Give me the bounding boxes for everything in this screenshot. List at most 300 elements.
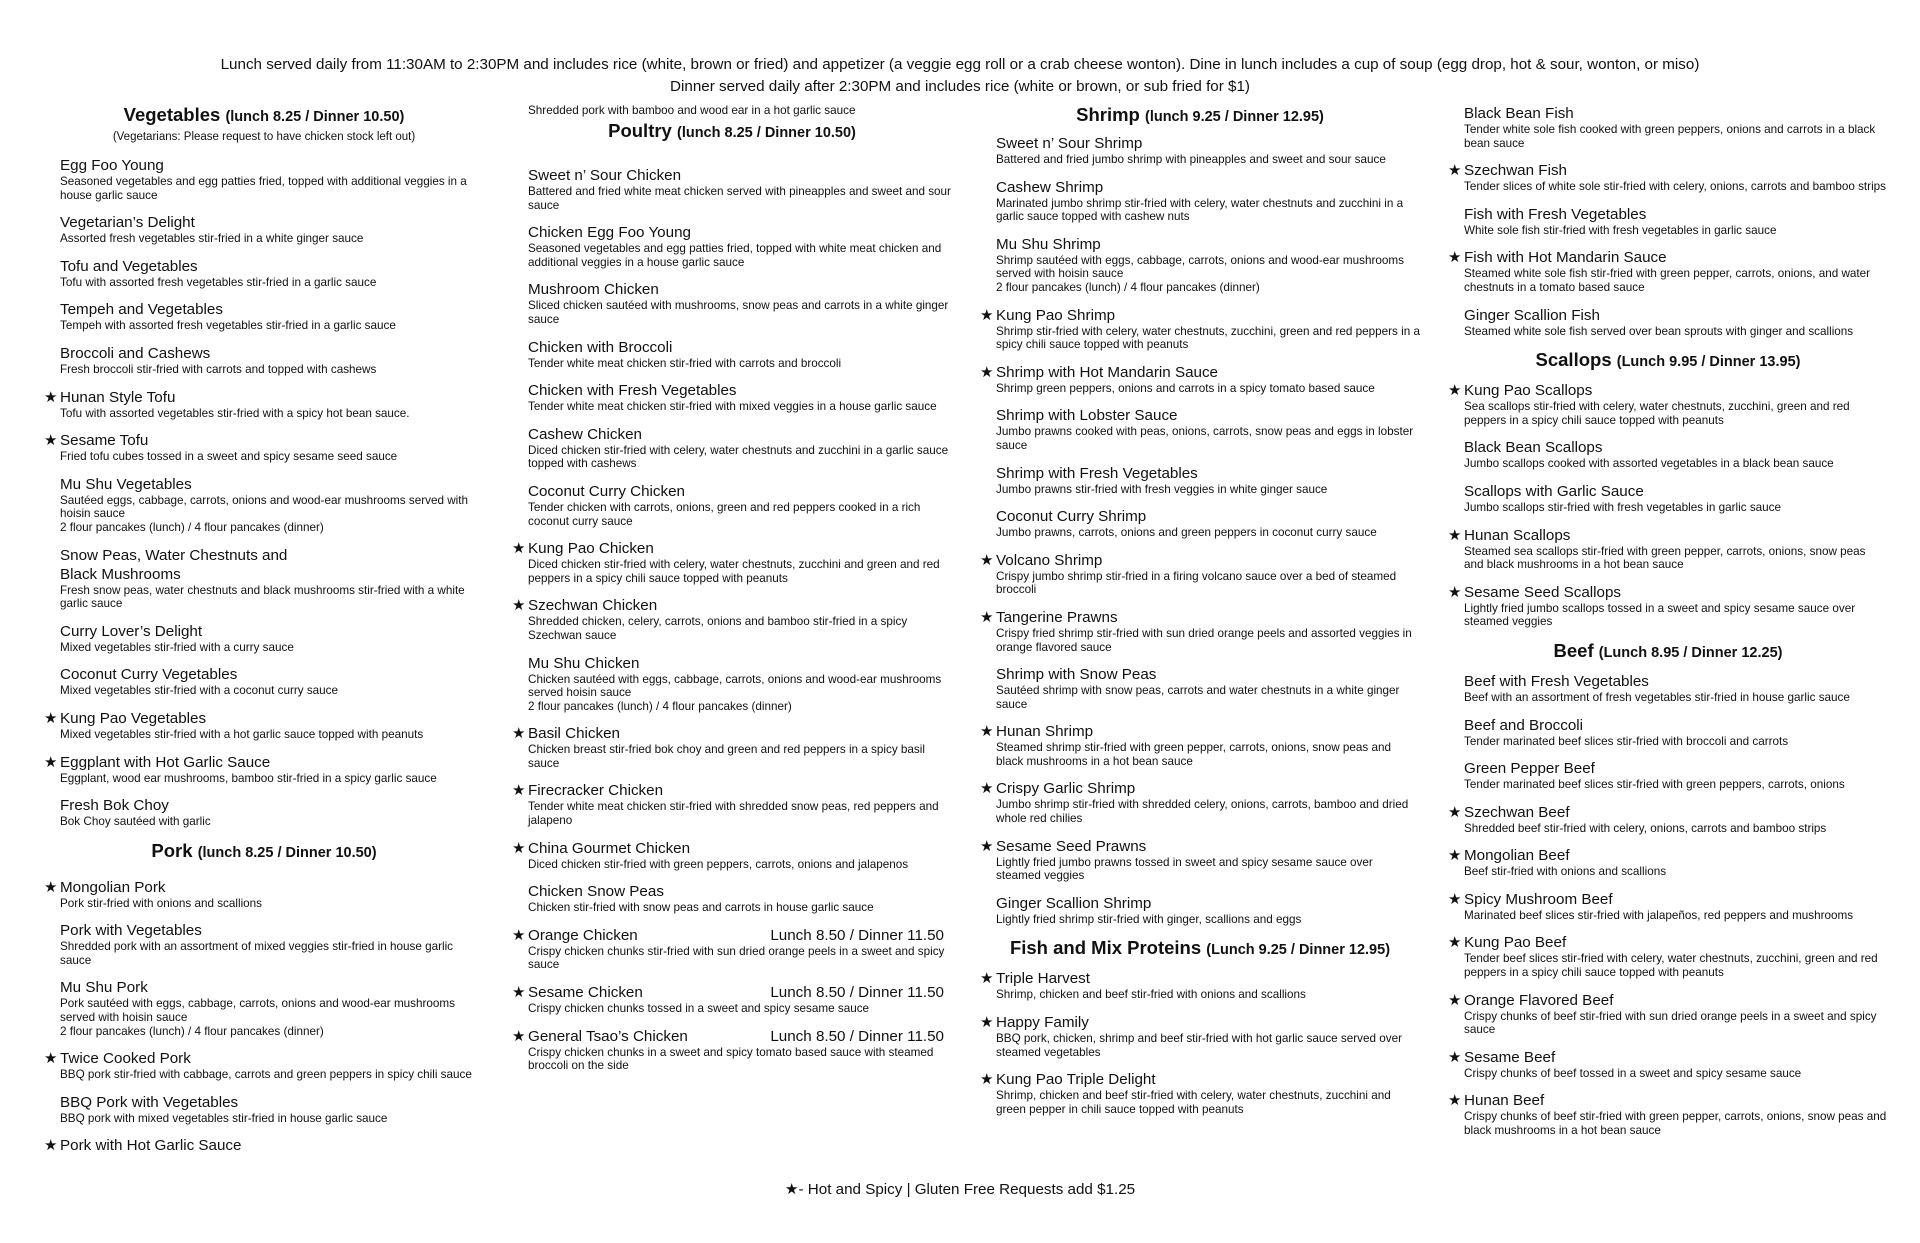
menu-item-description: Battered and fried jumbo shrimp with pineapples and sweet and sour sauce xyxy=(996,153,1386,166)
menu-item xyxy=(512,166,952,212)
menu-item xyxy=(980,665,1420,711)
menu-item xyxy=(980,363,1420,396)
menu-item-name: Mu Shu Shrimp xyxy=(996,235,1101,253)
menu-item xyxy=(980,178,1420,224)
column-1 xyxy=(44,100,484,1166)
menu-item-name: Crispy Garlic Shrimp xyxy=(996,780,1136,798)
menu-item-name: Fish with Hot Mandarin Sauce xyxy=(1464,249,1667,267)
menu-item xyxy=(512,839,952,872)
menu-item-description: Steamed sea scallops stir-fried with green pepper, carrots, onions, snow peas and black mushrooms in a hot bean sauce xyxy=(1464,544,1866,572)
menu-item-description: Crispy fried shrimp stir-fried with sun dried orange peels and assorted veggies in orange flavored sauce xyxy=(996,626,1412,654)
menu-item xyxy=(980,1070,1420,1116)
menu-item-row xyxy=(60,921,484,940)
menu-item-name: Scallops with Garlic Sauce xyxy=(1464,482,1644,500)
hot-spicy-star-icon: ★ xyxy=(1448,583,1462,601)
menu-item-description: BBQ pork, chicken, shrimp and beef stir-fried with hot garlic sauce served over steamed vegetables xyxy=(996,1032,1402,1059)
menu-item-row xyxy=(60,156,484,175)
menu-item-row xyxy=(996,1070,1420,1089)
menu-item-description: Crispy chunks of beef stir-fried with green pepper, carrots, onions, snow peas and black mushrooms in a hot bean sauce xyxy=(1464,1110,1887,1138)
menu-item-row xyxy=(1464,1048,1888,1067)
vegetarian-note: (Vegetarians: Please request to have chicken stock left out) xyxy=(112,131,416,143)
menu-item-name: Hunan Scallops xyxy=(1464,526,1571,544)
menu-footer xyxy=(0,1180,1920,1198)
menu-item-row xyxy=(528,338,952,357)
scallops-list xyxy=(1448,381,1888,629)
menu-item-name: Tempeh and Vegetables xyxy=(60,301,223,319)
menu-item xyxy=(44,796,484,829)
menu-item-description: Beef stir-fried with onions and scallions xyxy=(1464,865,1667,879)
menu-item-description: Fresh broccoli stir-fried with carrots and topped with cashews xyxy=(60,362,377,376)
menu-item-description: Bok Choy sautéed with garlic xyxy=(60,815,211,829)
menu-item-price: Lunch 8.50 / Dinner 11.50 xyxy=(770,1027,944,1045)
menu-item-row xyxy=(60,665,484,684)
menu-item-row xyxy=(528,1027,952,1046)
menu-item-name: Curry Lover’s Delight xyxy=(60,622,203,640)
menu-item-description: Crispy chicken chunks stir-fried with sun dried orange peels in a sweet and spicy sauce xyxy=(528,944,945,972)
hot-spicy-star-icon: ★ xyxy=(512,1027,526,1045)
menu-item xyxy=(1448,104,1888,150)
menu-item-description: Lightly fried jumbo scallops tossed in a sweet and spicy sesame sauce over steamed veggies xyxy=(1464,601,1856,629)
menu-item-name: Szechwan Beef xyxy=(1464,803,1570,821)
menu-item-name: Vegetarian’s Delight xyxy=(60,214,195,232)
menu-item-row xyxy=(528,724,952,743)
menu-item-row xyxy=(528,926,952,945)
menu-item-name: Sesame Seed Prawns xyxy=(996,837,1147,855)
menu-item-description: Shredded pork with an assortment of mixed veggies stir-fried in house garlic sauce xyxy=(60,940,454,967)
menu-item-row xyxy=(996,134,1420,153)
menu-item-row xyxy=(1464,438,1888,457)
menu-item-name: Pork with Vegetables xyxy=(60,922,202,940)
menu-item xyxy=(1448,438,1888,471)
vegetables-list xyxy=(44,156,484,829)
menu-item-row xyxy=(996,665,1420,684)
menu-item-name: Sesame Chicken xyxy=(528,984,643,1002)
menu-item xyxy=(980,235,1420,295)
menu-item-name: Spicy Mushroom Beef xyxy=(1464,890,1613,908)
menu-item-name: Mongolian Beef xyxy=(1464,847,1570,865)
menu-item-name: Kung Pao Scallops xyxy=(1464,382,1593,400)
menu-item-row xyxy=(1464,482,1888,501)
menu-item-row xyxy=(1464,1091,1888,1110)
menu-item-name: Beef with Fresh Vegetables xyxy=(1464,672,1649,690)
menu-item xyxy=(44,709,484,742)
menu-item-description: Tender marinated beef slices stir-fried with green peppers, carrots, onions xyxy=(1464,778,1845,792)
menu-item xyxy=(980,837,1420,883)
menu-item xyxy=(44,431,484,464)
menu-item-description: Lightly fried shrimp stir-fried with ginger, scallions and eggs xyxy=(996,912,1302,926)
menu-item-row xyxy=(1464,104,1888,123)
menu-item-description: Crispy chicken chunks in a sweet and spicy tomato based sauce with steamed broccoli on the side xyxy=(528,1045,934,1073)
menu-item-row xyxy=(996,235,1420,254)
menu-item-description: Seasoned vegetables and egg patties fried, topped with white meat chicken and additional veggies in a house garlic sauce xyxy=(528,242,942,269)
menu-item-description: Sliced chicken sautéed with mushrooms, snow peas and carrots in a white ginger sauce xyxy=(528,299,949,326)
fish-list xyxy=(1448,104,1888,338)
menu-item-description: Chicken breast stir-fried bok choy and green and red peppers in a spicy basil sauce xyxy=(528,743,925,770)
menu-item-name: Mu Shu Vegetables xyxy=(60,475,192,493)
menu-item xyxy=(512,223,952,269)
menu-item-row xyxy=(60,796,484,815)
menu-item-row xyxy=(996,1013,1420,1032)
menu-item-description: Crispy chunks of beef stir-fried with sun dried orange peels in a sweet and spicy sauce xyxy=(1464,1009,1877,1037)
menu-item-name: Tangerine Prawns xyxy=(996,608,1118,626)
hot-spicy-star-icon: ★ xyxy=(980,306,994,324)
hot-spicy-star-icon: ★ xyxy=(44,432,58,450)
menu-item-row xyxy=(528,882,952,901)
menu-item-description: Tofu with assorted vegetables stir-fried with a spicy hot bean sauce. xyxy=(60,406,410,420)
hot-spicy-star-icon: ★ xyxy=(980,1071,994,1089)
menu-item-row xyxy=(528,280,952,299)
menu-item xyxy=(1448,1048,1888,1081)
menu-item xyxy=(44,257,484,290)
menu-item-description: Jumbo prawns stir-fried with fresh veggies in white ginger sauce xyxy=(996,482,1328,496)
menu-item xyxy=(980,722,1420,768)
menu-item xyxy=(1448,846,1888,879)
menu-item-name: Broccoli and Cashews xyxy=(60,344,211,362)
menu-item-row xyxy=(60,388,484,407)
hot-spicy-star-icon: ★ xyxy=(1448,1048,1462,1066)
menu-item-description: Shrimp stir-fried with celery, water chestnuts, zucchini, green and red peppers in a spicy chili sauce topped with peanuts xyxy=(996,324,1420,352)
menu-item-description: Tender white meat chicken stir-fried with shredded snow peas, red peppers and jalapeno xyxy=(528,800,939,828)
menu-item-row xyxy=(60,709,484,728)
menu-item-row xyxy=(1464,161,1888,180)
menu-item-name: Shrimp with Hot Mandarin Sauce xyxy=(996,363,1219,381)
menu-item-row xyxy=(528,839,952,858)
hot-spicy-star-icon: ★ xyxy=(44,878,58,896)
menu-item-name: Coconut Curry Chicken xyxy=(528,482,685,500)
menu-item-name: Firecracker Chicken xyxy=(528,782,664,800)
menu-item-row xyxy=(528,539,952,558)
menu-item-name: Coconut Curry Shrimp xyxy=(996,508,1147,526)
menu-item-row xyxy=(1464,205,1888,224)
menu-item-row xyxy=(1464,248,1888,267)
menu-item-description: Mixed vegetables stir-fried with a coconut curry sauce xyxy=(60,684,339,698)
menu-item xyxy=(980,464,1420,497)
menu-item xyxy=(1448,716,1888,749)
menu-item-name: Green Pepper Beef xyxy=(1464,760,1595,778)
menu-item-row xyxy=(1464,381,1888,400)
hot-spicy-star-icon: ★ xyxy=(1448,1092,1462,1110)
section-title-shrimp: Shrimp (lunch 9.25 / Dinner 12.95) xyxy=(1076,104,1324,125)
menu-item-name: Szechwan Fish xyxy=(1464,162,1567,180)
menu-item-row xyxy=(996,722,1420,741)
menu-item-row xyxy=(528,983,952,1002)
menu-item-row xyxy=(996,608,1420,627)
menu-item xyxy=(980,134,1420,167)
menu-item-row xyxy=(528,166,952,185)
menu-item-description: Lightly fried jumbo prawns tossed in sweet and spicy sesame sauce over steamed veggies xyxy=(996,855,1373,883)
hot-spicy-star-icon: ★ xyxy=(980,970,994,988)
menu-item-description: Chicken sautéed with eggs, cabbage, carrots, onions and wood-ear mushrooms served hoisin sauce 2 flour pancakes (lunch) / 4 flour pancakes (dinner) xyxy=(528,672,942,713)
menu-item-row xyxy=(1464,306,1888,325)
menu-item-row xyxy=(60,1136,484,1155)
menu-item-description: Tender marinated beef slices stir-fried with broccoli and carrots xyxy=(1464,734,1789,748)
menu-item-row xyxy=(528,381,952,400)
menu-item xyxy=(1448,306,1888,339)
menu-item xyxy=(980,969,1420,1002)
menu-item-description: Sautéed shrimp with snow peas, carrots and water chestnuts in a white ginger sauce xyxy=(996,684,1400,711)
menu-item-name: Sweet n’ Sour Chicken xyxy=(528,167,682,184)
menu-item xyxy=(980,306,1420,352)
menu-item-description: Crispy chunks of beef tossed in a sweet and spicy sesame sauce xyxy=(1464,1066,1802,1080)
hot-spicy-star-icon: ★ xyxy=(512,597,526,615)
menu-item-description: Beef with an assortment of fresh vegetables stir-fried in house garlic sauce xyxy=(1464,690,1850,704)
section-title-vegetables: Vegetables (lunch 8.25 / Dinner 10.50) xyxy=(123,104,405,125)
menu-item-row xyxy=(1464,991,1888,1010)
menu-item-row xyxy=(60,213,484,232)
menu-item-name: Kung Pao Beef xyxy=(1464,934,1567,952)
menu-item xyxy=(512,724,952,770)
menu-item-description: Tempeh with assorted fresh vegetables stir-fried in a garlic sauce xyxy=(60,319,396,333)
section-title-beef: Beef (Lunch 8.95 / Dinner 12.25) xyxy=(1553,639,1783,661)
menu-item xyxy=(44,213,484,246)
menu-item xyxy=(44,1093,484,1126)
menu-item xyxy=(512,926,952,972)
menu-item xyxy=(1448,803,1888,836)
menu-item-name: Chicken Snow Peas xyxy=(528,883,664,901)
menu-item-name: Chicken with Fresh Vegetables xyxy=(528,382,737,400)
menu-item-description: Sautéed eggs, cabbage, carrots, onions and wood-ear mushrooms served with hoisin sauce 2 flour pancakes (lunch) / 4 flour pancakes (dinner) xyxy=(60,493,468,534)
menu-item-name: Black Bean Scallops xyxy=(1464,439,1603,457)
menu-item xyxy=(512,781,952,827)
menu-item-row xyxy=(996,178,1420,197)
menu-item-name: Beef and Broccoli xyxy=(1464,716,1584,734)
menu-item-row xyxy=(60,1049,484,1068)
menu-item xyxy=(44,388,484,421)
menu-item-description: Chicken stir-fried with snow peas and carrots in house garlic sauce xyxy=(528,901,874,915)
hot-spicy-star-icon: ★ xyxy=(44,753,58,771)
menu-item-description: Tofu with assorted fresh vegetables stir-fried in a garlic sauce xyxy=(60,275,377,289)
menu-item-name: Hunan Shrimp xyxy=(996,723,1094,741)
menu-item-row xyxy=(528,425,952,444)
menu-item-description: Shredded chicken, celery, carrots, onions and bamboo stir-fried in a spicy Szechwan sauce xyxy=(528,615,908,642)
menu-item xyxy=(44,1136,484,1155)
menu-item xyxy=(512,596,952,642)
menu-item-name: Sesame Beef xyxy=(1464,1048,1556,1066)
dinner-info: Dinner served daily after 2:30PM and includes rice (white or brown, or sub fried for $1) xyxy=(670,78,1250,95)
menu-item-description: Shredded beef stir-fried with celery, onions, carrots and bamboo strips xyxy=(1464,821,1827,835)
menu-item-description: Mixed vegetables stir-fried with a hot garlic sauce topped with peanuts xyxy=(60,727,424,741)
menu-item-description: Tender slices of white sole stir-fried with celery, onions, carrots and bamboo strips xyxy=(1464,180,1887,194)
menu-item-description: Shrimp, chicken and beef stir-fried with celery, water chestnuts, zucchini and green pepper in chili sauce topped with peanuts xyxy=(996,1089,1391,1116)
menu-item-description: Jumbo scallops cooked with assorted vegetables in a black bean sauce xyxy=(1464,457,1834,471)
menu-item xyxy=(980,507,1420,540)
menu-item-description: Tender white meat chicken stir-fried with mixed veggies in a house garlic sauce xyxy=(528,400,937,414)
menu-item-name: Hunan Beef xyxy=(1464,1092,1545,1110)
column-4 xyxy=(1448,104,1888,1149)
hot-spicy-star-icon: ★ xyxy=(1448,382,1462,400)
menu-item-description: Jumbo prawns, carrots, onions and green peppers in coconut curry sauce xyxy=(996,526,1377,540)
menu-item-name: Volcano Shrimp xyxy=(996,551,1103,569)
menu-item xyxy=(980,1013,1420,1059)
menu-item-description: Mixed vegetables stir-fried with a curry sauce xyxy=(60,640,294,654)
menu-item-name: Basil Chicken xyxy=(528,725,621,743)
section-title-pork: Pork (lunch 8.25 / Dinner 10.50) xyxy=(151,839,377,861)
poultry-list xyxy=(512,166,952,1073)
menu-item xyxy=(44,921,484,967)
menu-item xyxy=(1448,482,1888,515)
menu-item-row xyxy=(528,596,952,615)
menu-item-description: Seasoned vegetables and egg patties fried, topped with additional veggies in a house garlic sauce xyxy=(60,175,467,202)
menu-item-name: Happy Family xyxy=(996,1014,1089,1032)
menu-item-name: Kung Pao Shrimp xyxy=(996,306,1116,324)
menu-item-row xyxy=(60,431,484,450)
menu-item xyxy=(512,482,952,528)
pork-list xyxy=(44,878,484,1156)
menu-item-name: Egg Foo Young xyxy=(60,157,164,174)
hot-spicy-star-icon: ★ xyxy=(980,551,994,569)
menu-item-description: Pork stir-fried with onions and scallions xyxy=(60,896,263,910)
shrimp-list xyxy=(980,134,1420,926)
menu-item-row xyxy=(60,300,484,319)
menu-item xyxy=(1448,161,1888,194)
menu-item-name: Kung Pao Triple Delight xyxy=(996,1071,1156,1089)
menu-item-name: Mu Shu Chicken xyxy=(528,654,640,672)
menu-item xyxy=(512,1027,952,1073)
menu-item-description: BBQ pork stir-fried with cabbage, carrots and green peppers in spicy chili sauce xyxy=(60,1068,472,1082)
menu-item-row xyxy=(528,223,952,242)
menu-item-row xyxy=(996,363,1420,382)
menu-item xyxy=(44,878,484,911)
footer-legend: - Hot and Spicy | Gluten Free Requests add $1.25 xyxy=(798,1181,1136,1198)
hot-spicy-star-icon: ★ xyxy=(980,608,994,626)
menu-item-description: Battered and fried white meat chicken served with pineapples and sweet and sour sauce xyxy=(528,185,951,212)
menu-item-description: Marinated beef slices stir-fried with jalapeños, red peppers and mushrooms xyxy=(1464,908,1854,922)
hot-spicy-star-icon: ★ xyxy=(512,984,526,1002)
menu-item xyxy=(1448,890,1888,923)
menu-item-description: Assorted fresh vegetables stir-fried in a white ginger sauce xyxy=(60,232,364,246)
menu-item-name: Mu Shu Pork xyxy=(60,979,148,997)
menu-item-description: Crispy jumbo shrimp stir-fried in a firing volcano sauce over a bed of steamed broccoli xyxy=(996,569,1397,597)
menu-item-name: Shrimp with Snow Peas xyxy=(996,666,1157,684)
menu-item-name: Eggplant with Hot Garlic Sauce xyxy=(60,753,271,771)
menu-item-name: Sesame Seed Scallops xyxy=(1464,583,1622,601)
hot-spicy-star-icon: ★ xyxy=(1448,934,1462,952)
menu-item xyxy=(44,546,484,611)
hot-spicy-star-icon: ★ xyxy=(512,782,526,800)
menu-item xyxy=(980,894,1420,927)
menu-item-description: Shrimp, chicken and beef stir-fried with onions and scallions xyxy=(996,988,1306,1002)
hot-spicy-star-icon: ★ xyxy=(1448,847,1462,865)
hot-spicy-star-icon: ★ xyxy=(44,1050,58,1068)
menu-item-description: Jumbo scallops stir-fried with fresh vegetables in garlic sauce xyxy=(1464,500,1782,514)
menu-item-name: Chicken Egg Foo Young xyxy=(528,224,691,242)
menu-item-name: Coconut Curry Vegetables xyxy=(60,666,238,684)
menu-item-description: Fresh snow peas, water chestnuts and black mushrooms stir-fried with a white garlic sauce xyxy=(60,583,465,611)
menu-item xyxy=(1448,1091,1888,1137)
menu-item-row xyxy=(60,1093,484,1112)
menu-item-name: Mongolian Pork xyxy=(60,878,166,896)
menu-item xyxy=(512,338,952,371)
menu-item xyxy=(44,300,484,333)
hot-spicy-star-icon: ★ xyxy=(1448,803,1462,821)
menu-item-row xyxy=(60,257,484,276)
menu-item xyxy=(44,665,484,698)
menu-item-row xyxy=(996,551,1420,570)
menu-item-description: Fried tofu cubes tossed in a sweet and spicy sesame seed sauce xyxy=(60,450,398,464)
menu-item-name: Orange Chicken xyxy=(528,926,638,944)
menu-item-row xyxy=(1464,803,1888,822)
hot-spicy-star-icon: ★ xyxy=(512,540,526,558)
menu-item xyxy=(980,779,1420,825)
menu-item-row xyxy=(996,406,1420,425)
menu-item-name: Snow Peas, Water Chestnuts and Black Mushrooms xyxy=(60,546,288,583)
menu-item-row xyxy=(60,475,484,494)
menu-item xyxy=(512,425,952,471)
hot-spicy-star-icon: ★ xyxy=(44,709,58,727)
menu-item-name: Ginger Scallion Fish xyxy=(1464,306,1600,324)
menu-item xyxy=(1448,205,1888,238)
menu-item xyxy=(512,882,952,915)
menu-item-description: Diced chicken stir-fried with celery, water chestnuts, zucchini and green and red peppers in a spicy chili sauce topped with peanuts xyxy=(528,558,940,585)
section-title-fish-mix: Fish and Mix Proteins (Lunch 9.25 / Dinner 12.95) xyxy=(1009,937,1391,959)
hot-spicy-star-icon: ★ xyxy=(512,926,526,944)
menu-item-name: BBQ Pork with Vegetables xyxy=(60,1093,239,1111)
menu-item xyxy=(44,475,484,535)
lunch-info: Lunch served daily from 11:30AM to 2:30PM and includes rice (white, brown or fried) and appetizer (a veggie egg roll or a crab cheese wonton). Dine in lunch includes a cup of soup (egg drop, hot & sour, wonton, or miso) xyxy=(220,56,1700,73)
menu-item-row xyxy=(996,779,1420,798)
menu-item-row xyxy=(1464,759,1888,778)
menu-item-description: Eggplant, wood ear mushrooms, bamboo stir-fried in a spicy garlic sauce xyxy=(60,771,437,785)
menu-item xyxy=(44,344,484,377)
hot-spicy-star-icon: ★ xyxy=(980,723,994,741)
section-title-scallops: Scallops (Lunch 9.95 / Dinner 13.95) xyxy=(1535,349,1801,371)
menu-item-description: Steamed shrimp stir-fried with green pepper, carrots, onions, snow peas and black mushrooms in a hot bean sauce xyxy=(996,741,1391,768)
hot-spicy-star-icon: ★ xyxy=(1448,526,1462,544)
menu-item-description: Marinated jumbo shrimp stir-fried with celery, water chestnuts and zucchini in a garlic sauce topped with cashew nuts xyxy=(996,196,1404,224)
menu-item-description: Pork sautéed with eggs, cabbage, carrots, onions and wood-ear mushrooms served with hoisin sauce 2 flour pancakes (lunch) / 4 flour pancakes (dinner) xyxy=(60,997,455,1038)
menu-item-name: Cashew Chicken xyxy=(528,425,642,443)
menu-item xyxy=(44,1049,484,1082)
menu-item-price: Lunch 8.50 / Dinner 11.50 xyxy=(770,926,944,944)
menu-item-name: Kung Pao Vegetables xyxy=(60,709,207,727)
menu-item-row xyxy=(60,622,484,641)
menu-item-description: White sole fish stir-fried with fresh vegetables in garlic sauce xyxy=(1464,223,1777,237)
menu-item-name: Kung Pao Chicken xyxy=(528,540,654,558)
menu-item-name: Ginger Scallion Shrimp xyxy=(996,894,1152,912)
menu-item-description: Jumbo shrimp stir-fried with shredded celery, onions, carrots, bamboo and dried whole red chilies xyxy=(996,798,1409,826)
hot-spicy-star-icon: ★ xyxy=(1448,890,1462,908)
menu-item xyxy=(512,280,952,326)
menu-header xyxy=(0,54,1920,98)
menu-item-name: Pork with Hot Garlic Sauce xyxy=(60,1137,242,1155)
menu-item-name: China Gourmet Chicken xyxy=(528,839,691,857)
menu-item-row xyxy=(528,781,952,800)
hot-spicy-star-icon: ★ xyxy=(980,837,994,855)
menu-item-name: Cashew Shrimp xyxy=(996,178,1104,196)
menu-item-name: Shrimp with Fresh Vegetables xyxy=(996,464,1198,482)
menu-item xyxy=(512,983,952,1016)
menu-item-row xyxy=(528,654,952,673)
menu-item-row xyxy=(1464,846,1888,865)
hot-spicy-star-icon: ★ xyxy=(980,363,994,381)
menu-item-description: Diced chicken stir-fried with celery, water chestnuts and zucchini in a garlic sauce topped with cashews xyxy=(528,443,949,471)
hot-spicy-star-icon: ★ xyxy=(512,839,526,857)
menu-item-name: Fish with Fresh Vegetables xyxy=(1464,205,1647,223)
hot-spicy-star-icon: ★ xyxy=(980,1014,994,1032)
menu-item-row xyxy=(996,837,1420,856)
menu-item-row xyxy=(996,969,1420,988)
menu-item xyxy=(980,551,1420,597)
hot-spicy-star-icon: ★ xyxy=(1448,249,1462,267)
menu-item-row xyxy=(996,894,1420,913)
menu-item-row xyxy=(60,978,484,997)
menu-item-row xyxy=(60,344,484,363)
menu-item-description: Tender white meat chicken stir-fried with carrots and broccoli xyxy=(528,356,842,370)
fish-mix-list xyxy=(980,969,1420,1116)
menu-item xyxy=(1448,248,1888,294)
menu-item-description: Tender chicken with carrots, onions, green and red peppers cooked in a rich coconut curry sauce xyxy=(528,500,921,528)
menu-item-row xyxy=(60,753,484,772)
